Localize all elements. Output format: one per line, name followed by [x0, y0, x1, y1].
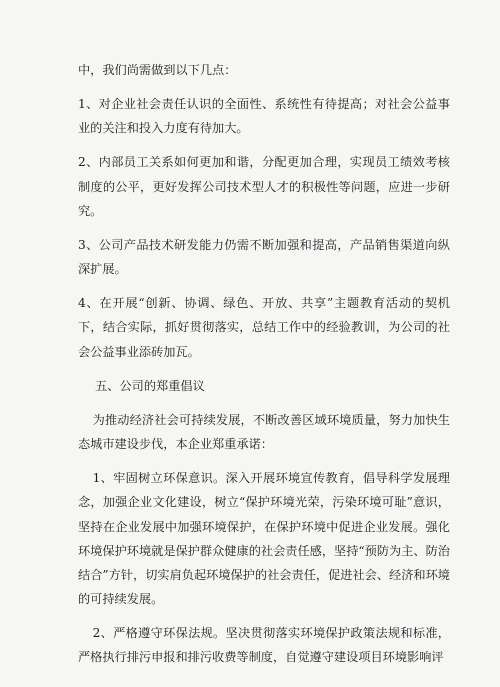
paragraph-point-2: 2、内部员工关系如何更加和谐，分配更加合理，实现员工绩效考核制度的公平，更好发挥公司技术型人才的积极性等问题，应进一步研究。: [78, 155, 450, 218]
paragraph-commitment-2: 2、严格遵守环保法规。坚决贯彻落实环境保护政策法规和标准，严格执行排污申报和排污收费等制度，自觉遵守建设项目环境影响评: [78, 626, 450, 665]
section-heading: 五、公司的郑重倡议: [95, 378, 205, 393]
paragraph-point-1: 1、对企业社会责任认识的全面性、系统性有待提高；对社会公益事业的关注和投入力度有待加大。: [78, 97, 450, 136]
paragraph-commitment-1: 1、牢固树立环保意识。深入开展环境宣传教育，倡导科学发展理念，加强企业文化建设，树立“保护环境光荣，污染环境可耻”意识，坚持在企业发展中加强环境保护，在保护环境中促进企业发展。强化环境保护环境就是保护群众健康的社会责任感，坚持“预防为主、防治结合”方针，切实肩负起环境保护的社会责任，促进社会、经济和环境的可持续发展。: [78, 471, 450, 606]
paragraph-point-3: 3、公司产品技术研发能力仍需不断加强和提高，产品销售渠道向纵深扩展。: [78, 237, 450, 277]
paragraph-intro: 中，我们尚需做到以下几点：: [78, 63, 237, 77]
paragraph-point-4: 4、在开展“创新、协调、绿色、开放、共享”主题教育活动的契机下，结合实际，抓好贯彻落实，总结工作中的经验教训，为公司的社会公益事业添砖加瓦。: [78, 296, 450, 359]
paragraph-commitment-intro: 为推动经济社会可持续发展，不断改善区域环境质量，努力加快生态城市建设步伐，本企业郑重承诺：: [78, 412, 450, 452]
